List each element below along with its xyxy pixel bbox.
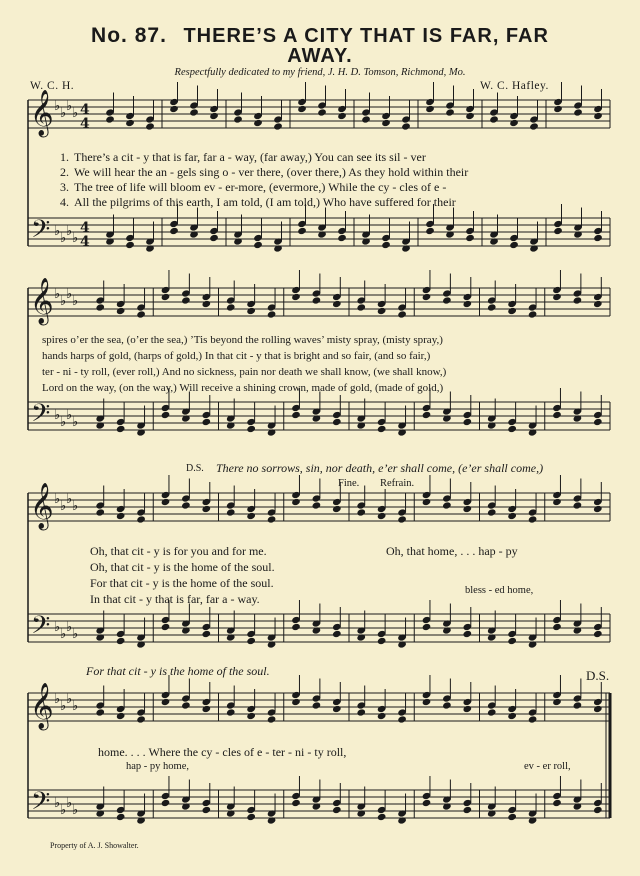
- flat-icon: ♭: [54, 620, 61, 635]
- note-head: [332, 418, 342, 426]
- note-head: [507, 425, 517, 433]
- flat-icon: ♭: [72, 294, 79, 309]
- ds-verse-text: There no sorrows, sin, nor death, e’er shall come, (e’er shall come,): [216, 461, 544, 475]
- note-head: [181, 296, 191, 304]
- refrain-lyric-bottom-left: hap - py home,: [126, 761, 189, 772]
- verse-text: All the pilgrims of this earth, I am told, (I am told,) Who have suffered for their: [74, 195, 456, 209]
- note-head: [487, 708, 497, 716]
- flat-icon: ♭: [54, 224, 61, 239]
- note-head: [422, 293, 432, 301]
- note-head: [356, 708, 366, 716]
- note-head: [377, 512, 387, 520]
- note-head: [552, 799, 562, 807]
- note-head: [463, 505, 473, 513]
- note-head: [465, 234, 475, 242]
- verse-number: 1.: [60, 150, 69, 164]
- note-head: [161, 623, 171, 631]
- note-head: [442, 296, 452, 304]
- ds-label: D.S.: [186, 463, 204, 474]
- note-head: [573, 108, 583, 116]
- time-signature: 4: [80, 220, 90, 236]
- chorus-bass-lyric: For that cit - y is the home of the soul.: [86, 664, 270, 678]
- verse-text: We will hear the an - gels sing o - ver there, (over there,) As they hold within their: [74, 165, 469, 179]
- note-head: [253, 241, 263, 249]
- note-head: [573, 296, 583, 304]
- note-head: [125, 119, 135, 127]
- verse-number: 4.: [60, 195, 69, 209]
- verse-4-line-2: Lord on the way, (on the way,) Will receive a shining crown, made of gold, (made of gold,): [42, 382, 444, 394]
- note-head: [377, 712, 387, 720]
- note-head: [291, 623, 301, 631]
- note-head: [445, 108, 455, 116]
- note-head: [487, 508, 497, 516]
- verse-3: [60, 180, 446, 195]
- note-head: [593, 705, 603, 713]
- note-head: [507, 307, 517, 315]
- flat-icon: ♭: [66, 224, 73, 239]
- note-head: [116, 637, 126, 645]
- note-head: [528, 515, 538, 523]
- note-head: [442, 501, 452, 509]
- flat-icon: ♭: [60, 415, 67, 430]
- note-head: [291, 498, 301, 506]
- fine-marker: Fine.: [338, 478, 360, 489]
- flat-icon: ♭: [54, 408, 61, 423]
- note-head: [116, 712, 126, 720]
- note-head: [95, 303, 105, 311]
- ds-end-marker: D.S.: [586, 668, 610, 683]
- note-head: [297, 227, 307, 235]
- dedication: Respectfully dedicated to my friend, J. H. D. Tomson, Richmond, Mo.: [174, 67, 466, 78]
- note-head: [136, 310, 146, 318]
- note-head: [377, 637, 387, 645]
- note-head: [246, 813, 256, 821]
- note-head: [209, 112, 219, 120]
- note-head: [116, 307, 126, 315]
- note-head: [125, 241, 135, 249]
- note-head: [95, 708, 105, 716]
- note-head: [552, 623, 562, 631]
- note-head: [161, 799, 171, 807]
- flat-icon: ♭: [60, 627, 67, 642]
- note-head: [397, 515, 407, 523]
- note-head: [161, 411, 171, 419]
- verse-number: 2.: [60, 165, 69, 179]
- bass-clef-icon: 𝄢: [31, 215, 51, 250]
- note-head: [291, 411, 301, 419]
- refrain-lyric-bottom-right: ev - er roll,: [524, 761, 571, 772]
- note-head: [332, 630, 342, 638]
- flat-icon: ♭: [60, 499, 67, 514]
- note-head: [312, 296, 322, 304]
- verse-3-line-2: ter - ni - ty roll, (ever roll,) And no sickness, pain nor death we shall know, (we shall know,): [42, 366, 447, 378]
- note-head: [202, 705, 212, 713]
- note-head: [552, 498, 562, 506]
- treble-clef-icon: 𝄞: [30, 683, 54, 729]
- flat-icon: ♭: [54, 796, 61, 811]
- note-head: [425, 105, 435, 113]
- note-head: [356, 303, 366, 311]
- note-head: [401, 122, 411, 130]
- property-note: Property of A. J. Showalter.: [50, 841, 139, 850]
- note-head: [361, 115, 371, 123]
- note-head: [291, 799, 301, 807]
- note-head: [573, 701, 583, 709]
- flat-icon: ♭: [66, 99, 73, 114]
- note-head: [181, 701, 191, 709]
- flat-icon: ♭: [66, 287, 73, 302]
- verse-4: [60, 195, 456, 210]
- treble-clef-icon: 𝄞: [30, 278, 54, 324]
- hymn-number: No. 87.: [91, 24, 167, 47]
- note-head: [422, 411, 432, 419]
- note-head: [246, 307, 256, 315]
- flat-icon: ♭: [66, 796, 73, 811]
- time-signature: 4: [80, 116, 90, 132]
- note-head: [267, 715, 277, 723]
- flat-icon: ♭: [60, 231, 67, 246]
- lyricist-credit: W. C. H.: [30, 80, 75, 92]
- treble-clef-icon: 𝄞: [30, 90, 54, 136]
- note-head: [422, 498, 432, 506]
- flat-icon: ♭: [54, 492, 61, 507]
- note-head: [593, 418, 603, 426]
- treble-clef-icon: 𝄞: [30, 483, 54, 529]
- note-head: [573, 501, 583, 509]
- bass-clef-icon: 𝄢: [31, 787, 51, 822]
- flat-icon: ♭: [72, 627, 79, 642]
- note-head: [332, 505, 342, 513]
- note-head: [226, 708, 236, 716]
- note-head: [425, 227, 435, 235]
- note-head: [332, 806, 342, 814]
- note-head: [116, 425, 126, 433]
- verse-number: 3.: [60, 180, 69, 194]
- note-head: [202, 630, 212, 638]
- note-head: [317, 108, 327, 116]
- flat-icon: ♭: [66, 492, 73, 507]
- flat-icon: ♭: [60, 106, 67, 121]
- flat-icon: ♭: [60, 294, 67, 309]
- note-head: [209, 234, 219, 242]
- note-head: [312, 701, 322, 709]
- flat-icon: ♭: [72, 106, 79, 121]
- note-head: [312, 501, 322, 509]
- note-head: [246, 637, 256, 645]
- note-head: [381, 119, 391, 127]
- time-signature: 4: [80, 102, 90, 118]
- note-head: [509, 241, 519, 249]
- bass-clef-icon: 𝄢: [31, 399, 51, 434]
- title-line-1: THERE’S A CITY THAT IS FAR, FAR: [183, 25, 549, 47]
- note-head: [397, 715, 407, 723]
- note-head: [161, 698, 171, 706]
- note-head: [507, 512, 517, 520]
- note-head: [507, 637, 517, 645]
- note-head: [226, 303, 236, 311]
- note-head: [422, 623, 432, 631]
- flat-icon: ♭: [60, 699, 67, 714]
- chorus-line-2: Oh, that cit - y is the home of the soul.: [90, 560, 275, 574]
- flat-icon: ♭: [54, 692, 61, 707]
- time-signature: 4: [80, 234, 90, 250]
- verse-1-line-2: spires o’er the sea, (o’er the sea,) ’Tis beyond the rolling waves’ misty spray, (misty spray,): [42, 334, 443, 346]
- refrain-soprano-lyric: Oh, that home, . . . hap - py: [386, 544, 518, 558]
- note-head: [297, 105, 307, 113]
- flat-icon: ♭: [66, 620, 73, 635]
- note-head: [136, 715, 146, 723]
- note-head: [463, 300, 473, 308]
- flat-icon: ♭: [66, 692, 73, 707]
- note-head: [116, 813, 126, 821]
- verse-2-line-2: hands harps of gold, (harps of gold,) In that cit - y that is bright and so fair, (and so fair,): [42, 350, 431, 362]
- note-head: [552, 411, 562, 419]
- note-head: [593, 505, 603, 513]
- chorus-line-4: In that cit - y that is far, far a - way.: [90, 592, 260, 606]
- note-head: [507, 813, 517, 821]
- note-head: [529, 122, 539, 130]
- flat-icon: ♭: [72, 415, 79, 430]
- note-head: [337, 112, 347, 120]
- note-head: [509, 119, 519, 127]
- flat-icon: ♭: [60, 803, 67, 818]
- chorus-line-3: For that cit - y is the home of the soul.: [90, 576, 274, 590]
- note-head: [463, 705, 473, 713]
- flat-icon: ♭: [66, 408, 73, 423]
- note-head: [552, 698, 562, 706]
- verse-text: There’s a cit - y that is far, far a - way, (far away,) You can see its sil - ver: [74, 150, 426, 164]
- note-head: [465, 112, 475, 120]
- note-head: [528, 310, 538, 318]
- note-head: [377, 307, 387, 315]
- note-head: [442, 701, 452, 709]
- flat-icon: ♭: [72, 231, 79, 246]
- note-head: [422, 799, 432, 807]
- note-head: [246, 425, 256, 433]
- refrain-lyric-top: home. . . . Where the cy - cles of e - ter - ni - ty roll,: [98, 745, 347, 759]
- note-head: [553, 227, 563, 235]
- note-head: [337, 234, 347, 242]
- note-head: [202, 300, 212, 308]
- note-head: [202, 505, 212, 513]
- refrain-marker: Refrain.: [380, 478, 415, 489]
- note-head: [422, 698, 432, 706]
- note-head: [593, 630, 603, 638]
- note-head: [145, 122, 155, 130]
- note-head: [253, 119, 263, 127]
- note-head: [377, 813, 387, 821]
- note-head: [553, 105, 563, 113]
- note-head: [381, 241, 391, 249]
- note-head: [489, 115, 499, 123]
- note-head: [291, 293, 301, 301]
- note-head: [593, 112, 603, 120]
- note-head: [233, 115, 243, 123]
- note-head: [226, 508, 236, 516]
- note-head: [273, 122, 283, 130]
- note-head: [267, 515, 277, 523]
- note-head: [487, 303, 497, 311]
- note-head: [105, 115, 115, 123]
- chorus-line-1: Oh, that cit - y is for you and for me.: [90, 544, 267, 558]
- note-head: [136, 515, 146, 523]
- note-head: [356, 508, 366, 516]
- note-head: [463, 630, 473, 638]
- note-head: [246, 512, 256, 520]
- note-head: [377, 425, 387, 433]
- note-head: [202, 806, 212, 814]
- note-head: [593, 234, 603, 242]
- bass-clef-icon: 𝄢: [31, 611, 51, 646]
- flat-icon: ♭: [54, 287, 61, 302]
- note-head: [507, 712, 517, 720]
- note-head: [202, 418, 212, 426]
- composer-credit: W. C. Hafley.: [480, 80, 549, 92]
- note-head: [332, 300, 342, 308]
- note-head: [528, 715, 538, 723]
- verse-1: [60, 150, 426, 165]
- note-head: [189, 108, 199, 116]
- note-head: [246, 712, 256, 720]
- verse-text: The tree of life will bloom ev - er-more, (evermore,) While the cy - cles of e -: [74, 180, 447, 194]
- note-head: [161, 498, 171, 506]
- note-head: [593, 300, 603, 308]
- note-head: [161, 293, 171, 301]
- note-head: [552, 293, 562, 301]
- verse-2: [60, 165, 468, 180]
- note-head: [397, 310, 407, 318]
- title-line-2: AWAY.: [287, 45, 353, 67]
- note-head: [463, 806, 473, 814]
- note-head: [332, 705, 342, 713]
- flat-icon: ♭: [72, 803, 79, 818]
- note-head: [463, 418, 473, 426]
- refrain-bass-lyric: bless - ed home,: [465, 585, 534, 596]
- flat-icon: ♭: [72, 499, 79, 514]
- note-head: [116, 512, 126, 520]
- flat-icon: ♭: [72, 699, 79, 714]
- note-head: [181, 501, 191, 509]
- note-head: [95, 508, 105, 516]
- flat-icon: ♭: [54, 99, 61, 114]
- note-head: [291, 698, 301, 706]
- note-head: [169, 105, 179, 113]
- note-head: [267, 310, 277, 318]
- note-head: [169, 227, 179, 235]
- note-head: [593, 806, 603, 814]
